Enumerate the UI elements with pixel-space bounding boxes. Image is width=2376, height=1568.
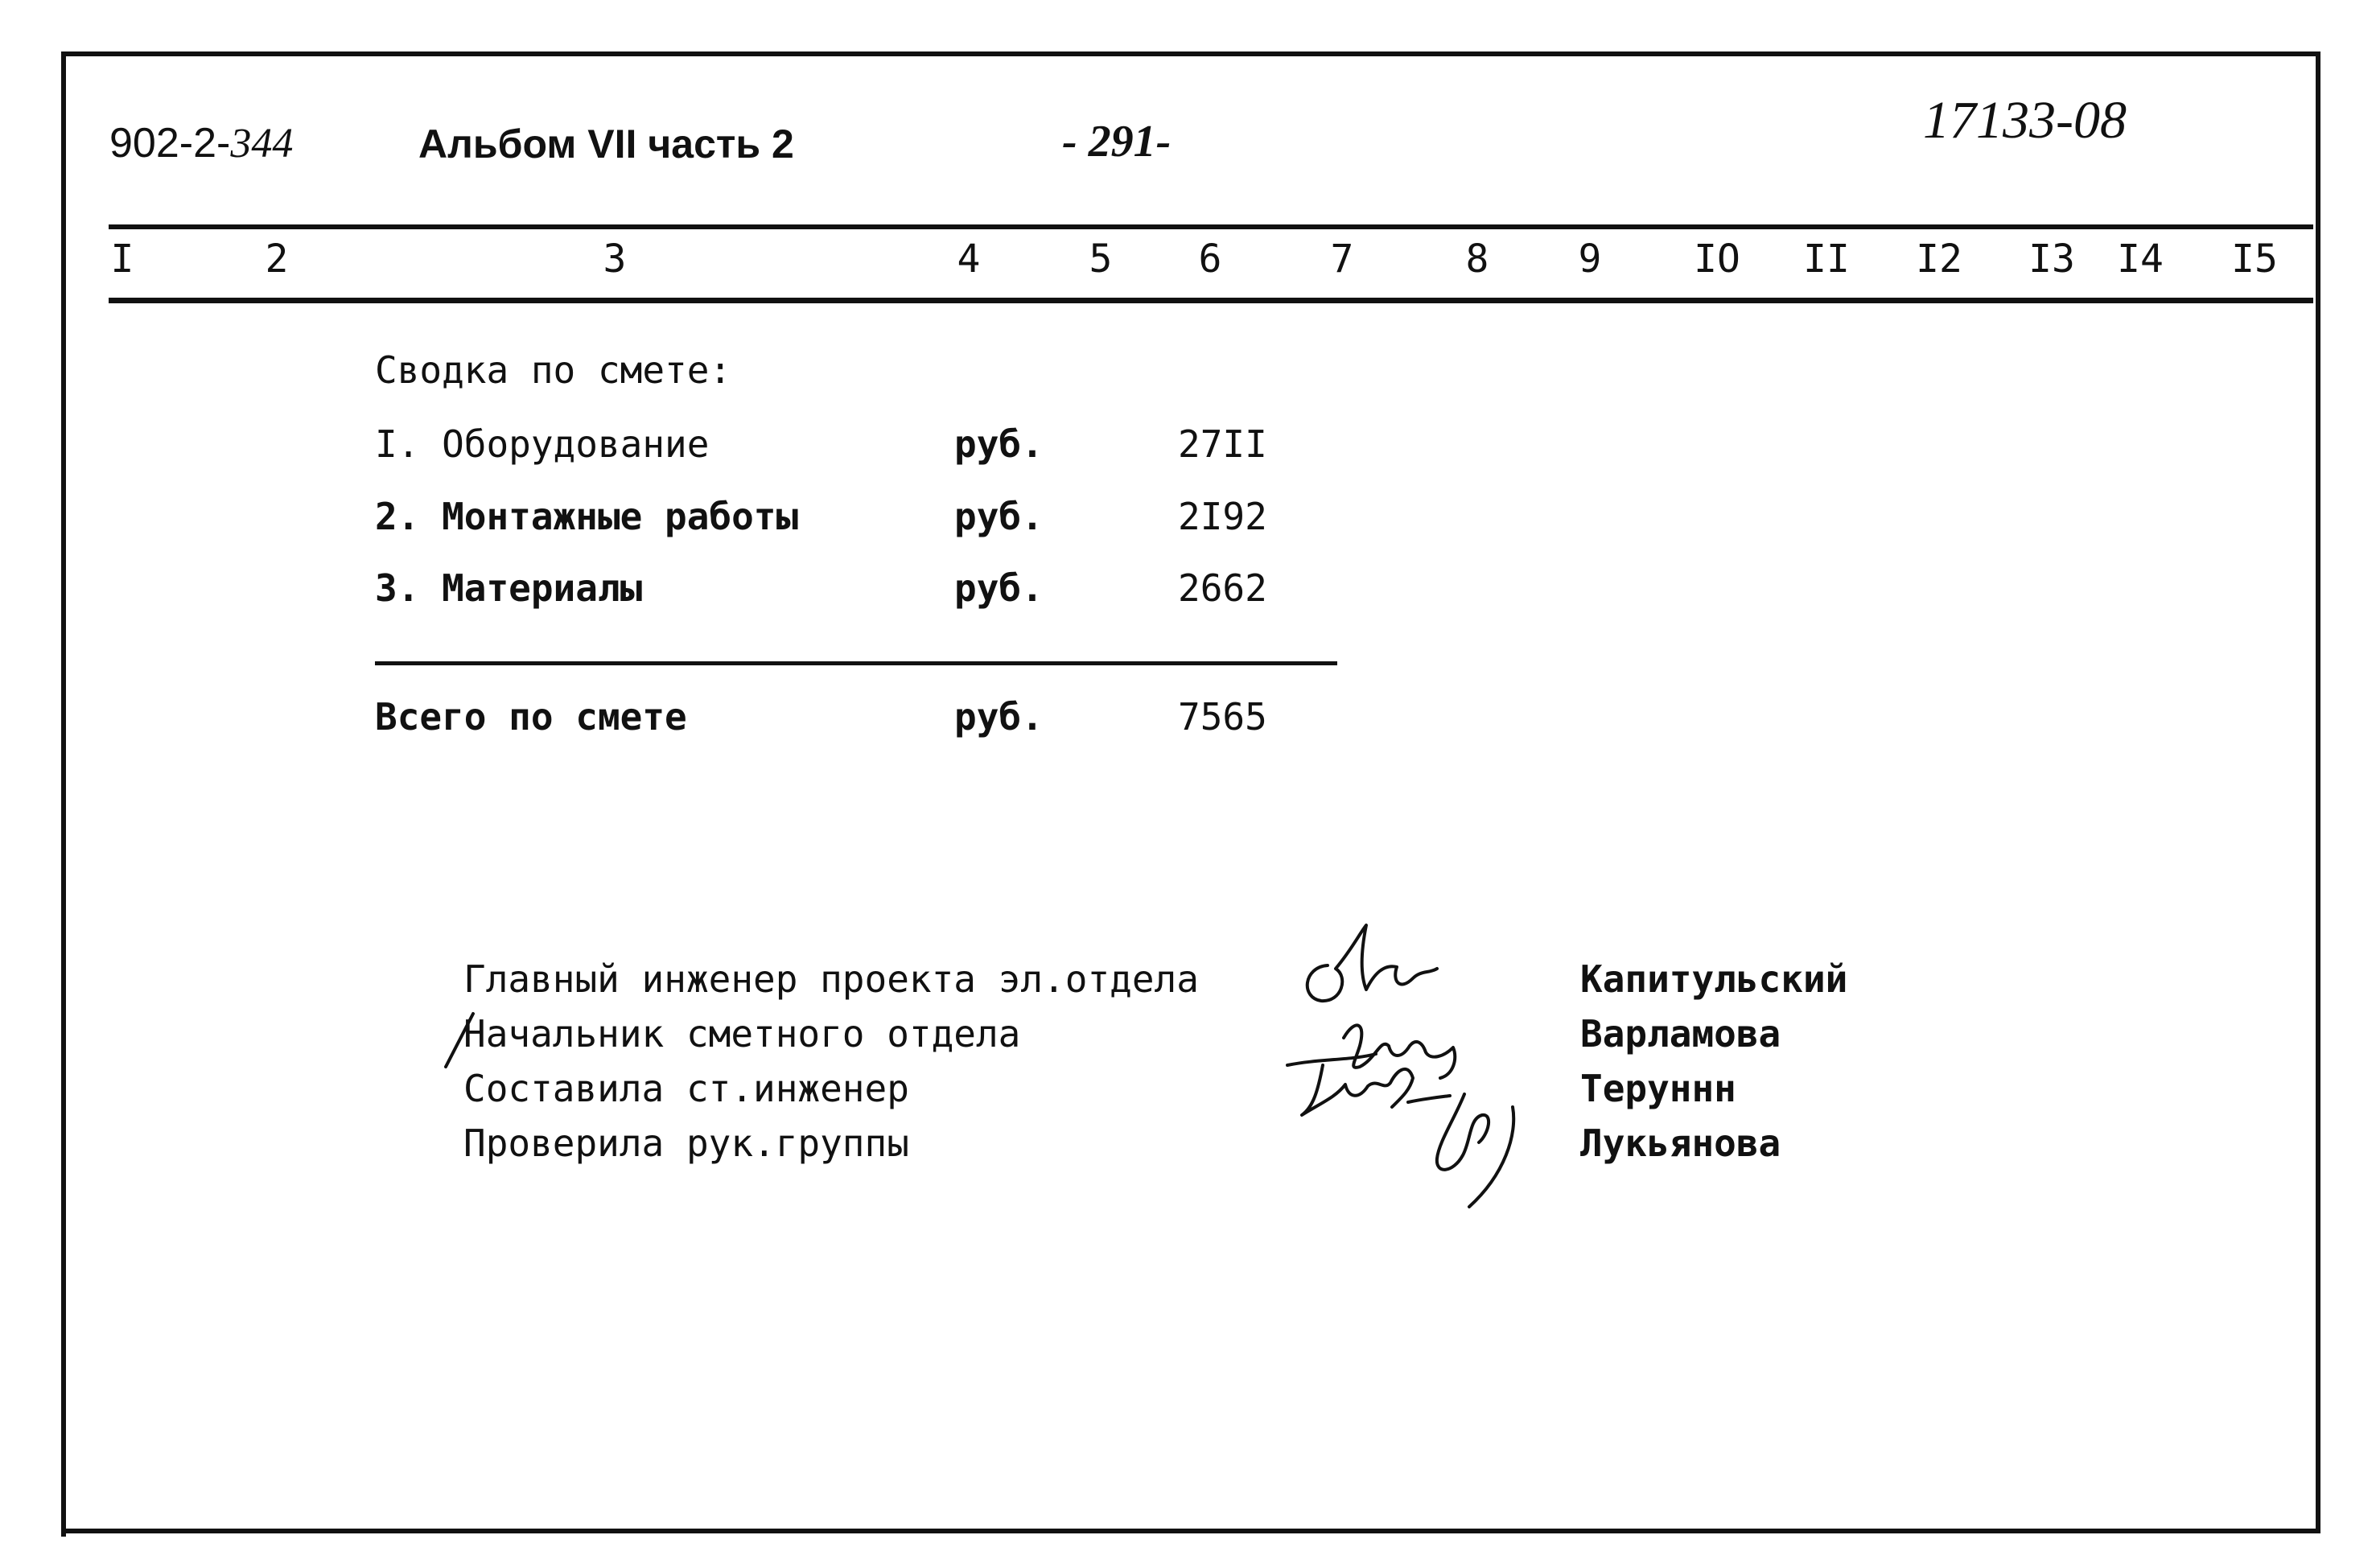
summary-row-value: 27II (1178, 422, 1267, 466)
column-number: 9 (1578, 237, 1602, 282)
column-number: 7 (1330, 237, 1354, 282)
page-frame-right (2316, 51, 2320, 1532)
summary-row-unit: руб. (954, 422, 1044, 466)
column-number: 6 (1198, 237, 1222, 282)
summary-row-label: I. Оборудование (375, 422, 710, 466)
signatory-name: Варламова (1580, 1012, 1781, 1056)
column-number: 5 (1089, 237, 1113, 282)
summary-row-unit: руб. (954, 566, 1044, 610)
column-number: I (110, 237, 134, 282)
signatory-name: Капитульский (1580, 957, 1848, 1001)
summary-row-label: 2. Монтажные работы (375, 495, 799, 538)
document-code-prefix: 902-2- (109, 120, 231, 167)
signatory-position: Начальник сметного отдела (463, 1012, 1021, 1056)
signatory-name: Лукьянова (1580, 1121, 1781, 1165)
page-frame-bottom (61, 1529, 2320, 1533)
page-number: - 291- (1062, 117, 1172, 167)
summary-row-value: 2I92 (1178, 495, 1267, 538)
document-code-handwritten: 344 (230, 121, 294, 167)
summary-row-label: 3. Материалы (375, 566, 643, 610)
column-number: 3 (603, 237, 627, 282)
signatory-position: Составила ст.инженер (463, 1067, 909, 1110)
summary-row-unit: руб. (954, 495, 1044, 538)
column-number: 2 (265, 237, 289, 282)
summary-title: Сводка по смете: (375, 348, 732, 392)
signatory-position: Проверила рук.группы (463, 1121, 909, 1165)
column-number: IO (1694, 237, 1740, 282)
column-number: I2 (1916, 237, 1962, 282)
column-number: II (1803, 237, 1850, 282)
page-frame-left (61, 56, 66, 1537)
total-divider (375, 661, 1337, 665)
document-code (109, 119, 293, 167)
column-number: 4 (957, 237, 981, 282)
signatory-position: Главный инженер проекта эл.отдела (463, 957, 1199, 1001)
total-value: 7565 (1178, 695, 1267, 739)
column-number: I4 (2117, 237, 2164, 282)
handwritten-signatures (1271, 917, 1561, 1239)
column-number: 8 (1465, 237, 1489, 282)
album-label: Альбом VII часть 2 (418, 121, 794, 167)
signatory-name: Теруннн (1580, 1067, 1736, 1110)
sheet-number: 17133-08 (1923, 91, 2127, 150)
column-number: I5 (2231, 237, 2278, 282)
column-number: I3 (2028, 237, 2075, 282)
column-header-bottom-rule (109, 298, 2313, 303)
total-unit: руб. (954, 695, 1044, 739)
summary-row-value: 2662 (1178, 566, 1267, 610)
page-frame-top (61, 51, 2318, 56)
column-header-top-rule (109, 224, 2313, 229)
total-label: Всего по смете (375, 695, 687, 739)
